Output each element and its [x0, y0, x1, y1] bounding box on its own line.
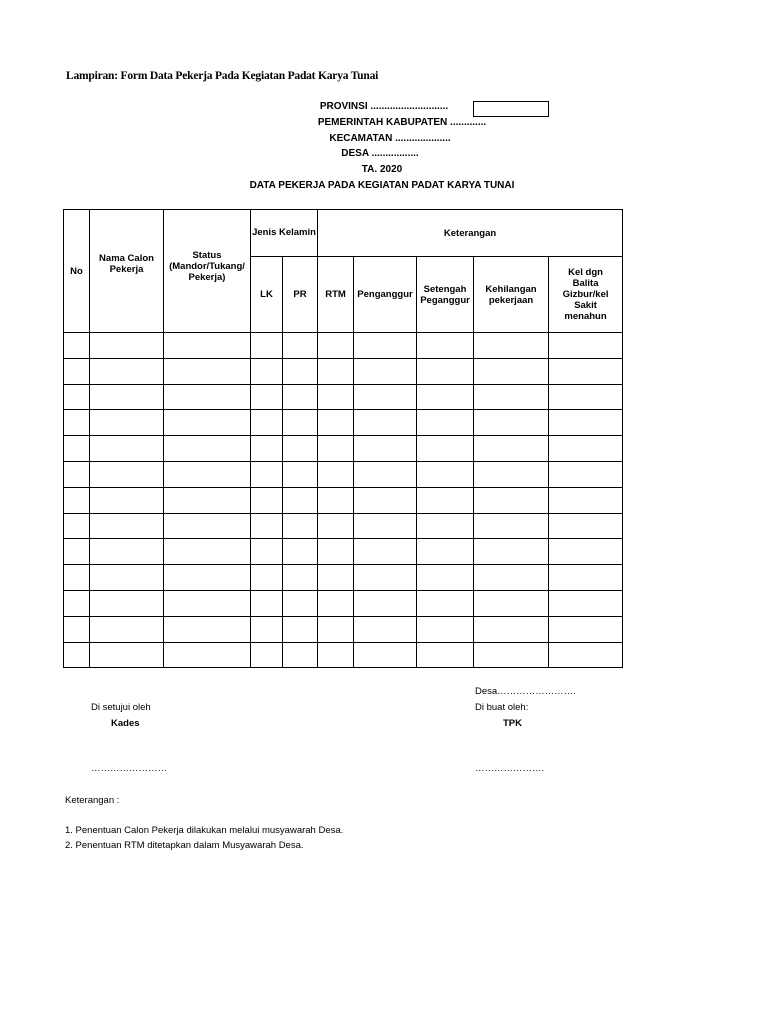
table-cell	[354, 539, 417, 565]
table-cell	[318, 616, 354, 642]
col-status-label: Status (Mandor/Tukang/ Pekerja)	[169, 249, 245, 283]
table-cell	[549, 436, 623, 462]
table-row	[64, 513, 623, 539]
table-cell	[417, 513, 474, 539]
sign-approved-label: Di setujui oleh	[91, 702, 151, 713]
table-cell	[164, 487, 251, 513]
table-cell	[417, 333, 474, 359]
table-cell	[354, 461, 417, 487]
table-cell	[474, 461, 549, 487]
table-cell	[318, 642, 354, 668]
table-row	[64, 590, 623, 616]
col-nama-label: Nama Calon Pekerja	[99, 253, 154, 275]
table-cell	[417, 384, 474, 410]
col-keterangan-header: Keterangan	[318, 210, 623, 257]
header-kabupaten-text: PEMERINTAH KABUPATEN .............	[317, 117, 487, 128]
table-cell	[64, 384, 90, 410]
table-cell	[64, 565, 90, 591]
note-item-1: 1. Penentuan Calon Pekerja dilakukan melalui musyawarah Desa.	[65, 825, 344, 836]
table-cell	[283, 513, 318, 539]
table-row	[64, 565, 623, 591]
col-jenis-kelamin-header: Jenis Kelamin	[251, 210, 318, 257]
table-cell	[283, 436, 318, 462]
table-cell	[164, 616, 251, 642]
table-cell	[90, 384, 164, 410]
table-cell	[354, 565, 417, 591]
table-cell	[64, 333, 90, 359]
table-cell	[90, 461, 164, 487]
header-provinsi	[0, 101, 768, 112]
table-cell	[164, 333, 251, 359]
table-cell	[549, 384, 623, 410]
header-ta-text: TA. 2020	[361, 164, 403, 175]
table-cell	[64, 590, 90, 616]
table-cell	[549, 539, 623, 565]
table-cell	[474, 487, 549, 513]
col-kehilangan-label: Kehilangan pekerjaan	[485, 283, 537, 306]
table-cell	[417, 487, 474, 513]
table-cell	[354, 358, 417, 384]
table-cell	[164, 410, 251, 436]
table-cell	[283, 539, 318, 565]
table-cell	[64, 410, 90, 436]
table-cell	[354, 513, 417, 539]
col-lk-header: LK	[251, 257, 283, 333]
table-cell	[549, 358, 623, 384]
header-kabupaten	[18, 117, 768, 128]
table-cell	[283, 333, 318, 359]
table-cell	[417, 616, 474, 642]
table-cell	[251, 616, 283, 642]
table-cell	[549, 616, 623, 642]
header-subtitle-text: DATA PEKERJA PADA KEGIATAN PADAT KARYA TUNAI	[249, 180, 515, 191]
table-cell	[64, 539, 90, 565]
table-cell	[251, 461, 283, 487]
header-desa	[0, 148, 764, 159]
table-cell	[251, 487, 283, 513]
table-cell	[417, 436, 474, 462]
table-cell	[354, 436, 417, 462]
sign-tpk-role: TPK	[503, 718, 522, 729]
note-item-2: 2. Penentuan RTM ditetapkan dalam Musyawarah Desa.	[65, 840, 304, 851]
header-provinsi-text: PROVINSI ............................	[319, 101, 449, 112]
table-cell	[417, 565, 474, 591]
table-cell	[318, 565, 354, 591]
table-cell	[318, 513, 354, 539]
table-cell	[251, 358, 283, 384]
table-cell	[251, 565, 283, 591]
table-cell	[549, 487, 623, 513]
table-cell	[474, 436, 549, 462]
table-cell	[549, 565, 623, 591]
table-cell	[474, 565, 549, 591]
table-cell	[354, 642, 417, 668]
table-cell	[318, 539, 354, 565]
table-cell	[474, 616, 549, 642]
table-cell	[90, 565, 164, 591]
col-rtm-header: RTM	[318, 257, 354, 333]
table-cell	[283, 487, 318, 513]
table-row	[64, 358, 623, 384]
worker-data-table	[63, 209, 623, 668]
table-cell	[354, 333, 417, 359]
table-cell	[549, 513, 623, 539]
table-cell	[474, 539, 549, 565]
table-row	[64, 642, 623, 668]
table-cell	[318, 358, 354, 384]
sign-made-label: Di buat oleh:	[475, 702, 529, 713]
table-cell	[283, 616, 318, 642]
table-cell	[90, 410, 164, 436]
table-cell	[90, 539, 164, 565]
sign-kades-line: ……………………	[91, 763, 167, 774]
table-cell	[64, 358, 90, 384]
table-cell	[549, 642, 623, 668]
table-cell	[251, 410, 283, 436]
table-cell	[283, 565, 318, 591]
header-subtitle	[0, 180, 766, 191]
table-cell	[64, 487, 90, 513]
table-cell	[549, 590, 623, 616]
col-no-header: No	[64, 210, 90, 333]
table-cell	[417, 539, 474, 565]
table-cell	[283, 358, 318, 384]
table-cell	[164, 358, 251, 384]
table-cell	[283, 642, 318, 668]
table-cell	[549, 461, 623, 487]
table-row	[64, 384, 623, 410]
table-cell	[474, 333, 549, 359]
table-cell	[417, 410, 474, 436]
table-cell	[474, 513, 549, 539]
table-cell	[164, 590, 251, 616]
table-cell	[64, 461, 90, 487]
table-cell	[251, 539, 283, 565]
table-cell	[90, 436, 164, 462]
table-cell	[417, 358, 474, 384]
table-cell	[164, 384, 251, 410]
header-kecamatan-text: KECAMATAN ....................	[329, 133, 451, 144]
table-cell	[164, 539, 251, 565]
sign-tpk-line: ………………….	[475, 763, 545, 774]
table-cell	[318, 436, 354, 462]
table-cell	[90, 333, 164, 359]
table-cell	[474, 384, 549, 410]
table-cell	[549, 333, 623, 359]
table-cell	[283, 461, 318, 487]
table-cell	[417, 642, 474, 668]
col-nama-header	[90, 210, 164, 333]
table-cell	[474, 590, 549, 616]
table-cell	[90, 513, 164, 539]
table-cell	[318, 410, 354, 436]
table-cell	[417, 461, 474, 487]
table-cell	[251, 384, 283, 410]
page-title: Lampiran: Form Data Pekerja Pada Kegiatan Padat Karya Tunai	[66, 70, 379, 82]
table-cell	[251, 590, 283, 616]
header-kecamatan	[6, 133, 768, 144]
table-row	[64, 436, 623, 462]
table-cell	[354, 487, 417, 513]
table-row	[64, 487, 623, 513]
table-cell	[90, 616, 164, 642]
table-cell	[283, 410, 318, 436]
table-cell	[474, 358, 549, 384]
table-cell	[164, 513, 251, 539]
table-cell	[318, 333, 354, 359]
table-cell	[354, 590, 417, 616]
table-cell	[251, 436, 283, 462]
table-body	[64, 333, 623, 668]
table-cell	[251, 513, 283, 539]
notes-heading: Keterangan :	[65, 795, 120, 806]
table-cell	[64, 616, 90, 642]
table-row	[64, 616, 623, 642]
table-cell	[318, 590, 354, 616]
table-cell	[283, 384, 318, 410]
table-cell	[64, 436, 90, 462]
table-cell	[164, 642, 251, 668]
col-status-header	[164, 210, 251, 333]
table-cell	[164, 436, 251, 462]
col-setengah-label: Setengah Peganggur	[420, 283, 470, 306]
table-row	[64, 539, 623, 565]
table-row	[64, 461, 623, 487]
table-cell	[354, 616, 417, 642]
table-cell	[354, 410, 417, 436]
table-cell	[318, 461, 354, 487]
table-cell	[318, 487, 354, 513]
table-cell	[474, 410, 549, 436]
region-code-box	[473, 101, 549, 117]
sign-kades-role: Kades	[111, 718, 140, 729]
table-cell	[164, 461, 251, 487]
col-kel-header	[549, 257, 623, 333]
table-cell	[64, 642, 90, 668]
table-cell	[354, 384, 417, 410]
table-cell	[90, 358, 164, 384]
table-cell	[90, 642, 164, 668]
table-cell	[64, 513, 90, 539]
table-cell	[164, 565, 251, 591]
table-cell	[251, 333, 283, 359]
table-row	[64, 410, 623, 436]
col-kel-label: Kel dgn Balita Gizbur/kel Sakit menahun	[562, 267, 609, 322]
col-setengah-header	[417, 257, 474, 333]
table-cell	[283, 590, 318, 616]
table-cell	[90, 590, 164, 616]
table-cell	[318, 384, 354, 410]
header-ta	[0, 164, 766, 175]
header-desa-text: DESA .................	[341, 148, 419, 159]
col-penganggur-header: Penganggur	[354, 257, 417, 333]
table-cell	[549, 410, 623, 436]
table-cell	[417, 590, 474, 616]
col-pr-header: PR	[283, 257, 318, 333]
col-kehilangan-header	[474, 257, 549, 333]
table-cell	[90, 487, 164, 513]
table-row	[64, 333, 623, 359]
sign-place-date: Desa…………………….	[475, 686, 576, 697]
table-cell	[474, 642, 549, 668]
table-cell	[251, 642, 283, 668]
